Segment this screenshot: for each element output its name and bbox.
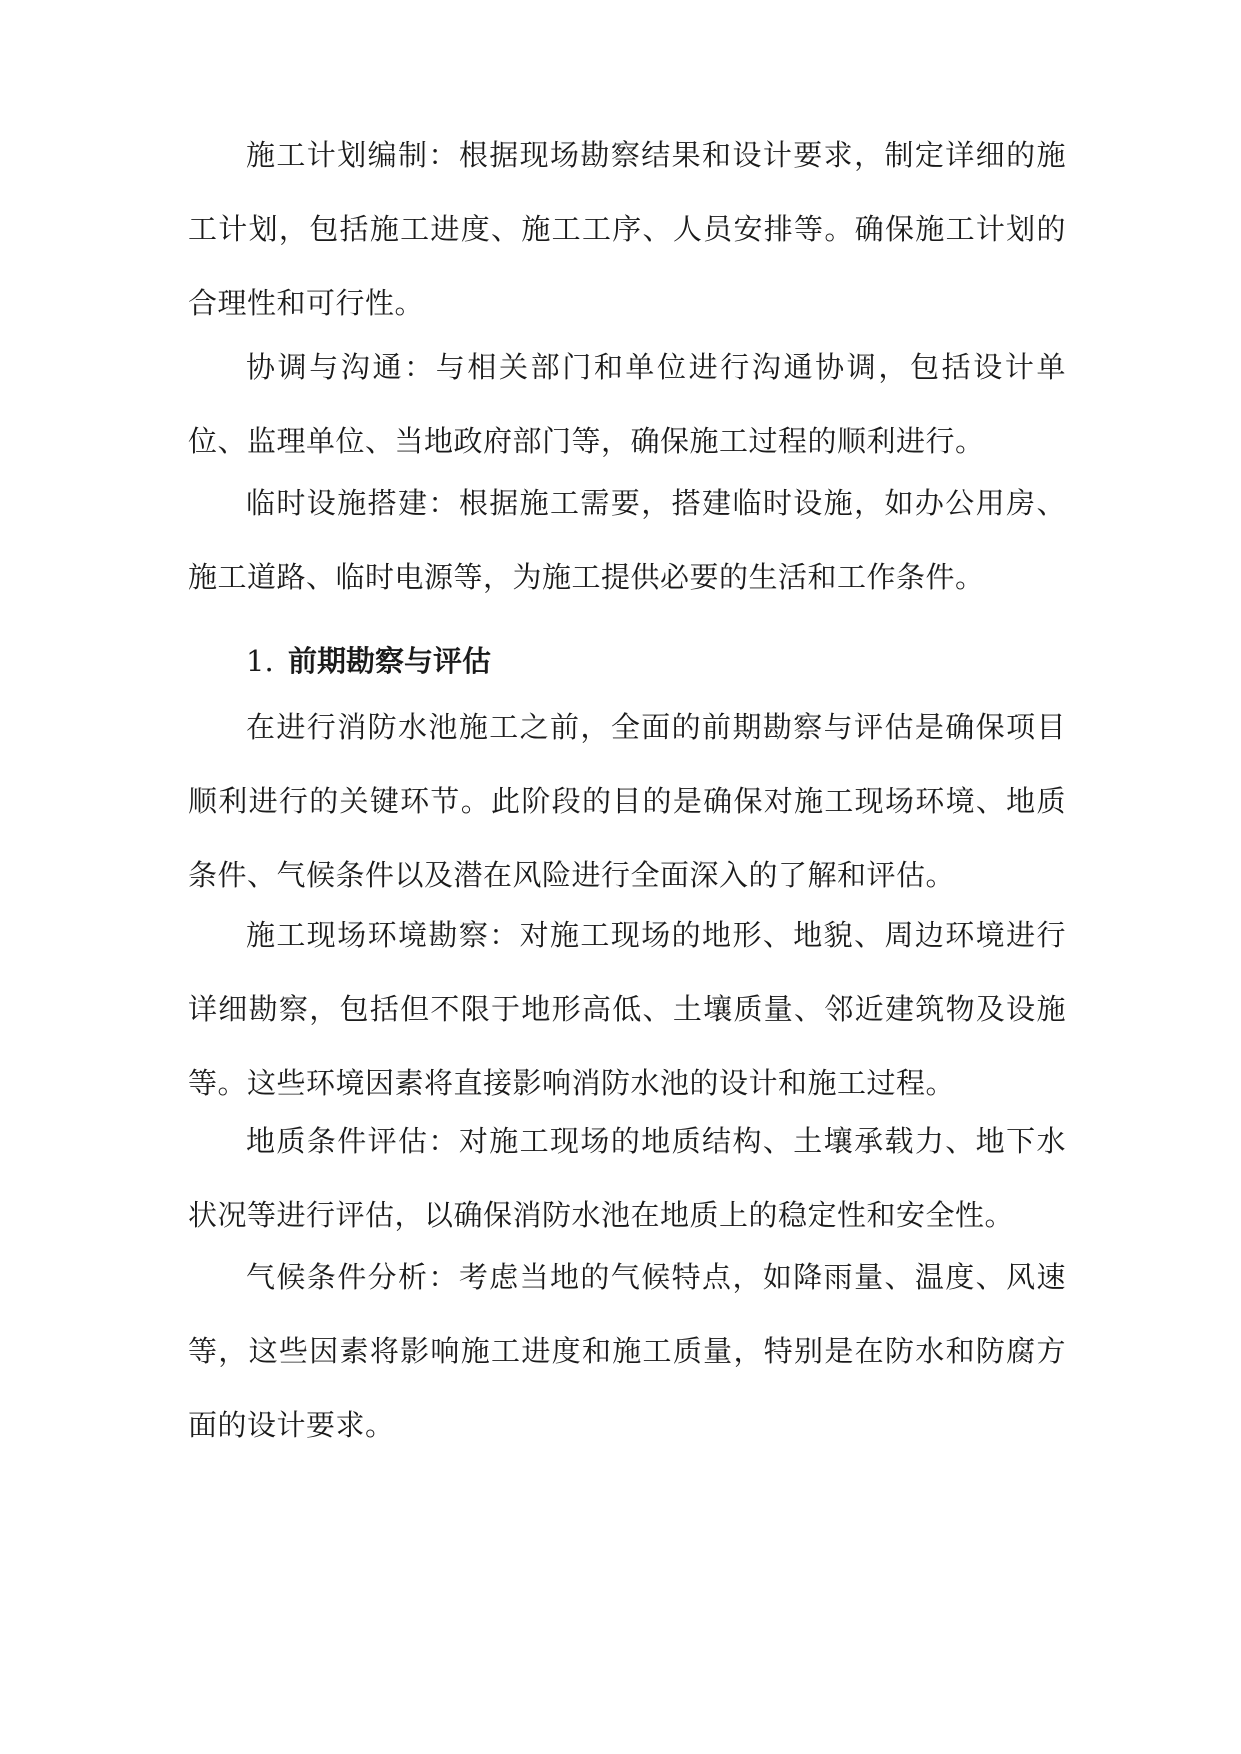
paragraph-intro: 在进行消防水池施工之前，全面的前期勘察与评估是确保项目顺利进行的关键环节。此阶段的目的是确保对施工现场环境、地质条件、气候条件以及潜在风险进行全面深入的了解和评估。 (188, 710, 1066, 892)
paragraph-temporary-facilities: 临时设施搭建：根据施工需要，搭建临时设施，如办公用房、施工道路、临时电源等，为施工提供必要的生活和工作条件。 (188, 486, 1066, 594)
paragraph-geology: 地质条件评估：对施工现场的地质结构、土壤承载力、地下水状况等进行评估，以确保消防水池在地质上的稳定性和安全性。 (188, 1124, 1066, 1232)
paragraph-coordination: 协调与沟通：与相关部门和单位进行沟通协调，包括设计单位、监理单位、当地政府部门等，确保施工过程的顺利进行。 (188, 350, 1066, 458)
section-title: 前期勘察与评估 (288, 644, 492, 678)
paragraph-construction-plan: 施工计划编制：根据现场勘察结果和设计要求，制定详细的施工计划，包括施工进度、施工工序、人员安排等。确保施工计划的合理性和可行性。 (188, 138, 1066, 320)
paragraph-climate: 气候条件分析：考虑当地的气候特点，如降雨量、温度、风速等，这些因素将影响施工进度和施工质量，特别是在防水和防腐方面的设计要求。 (188, 1260, 1066, 1442)
paragraph-site-survey: 施工现场环境勘察：对施工现场的地形、地貌、周边环境进行详细勘察，包括但不限于地形高低、土壤质量、邻近建筑物及设施等。这些环境因素将直接影响消防水池的设计和施工过程。 (188, 918, 1066, 1100)
section-heading (246, 624, 1066, 698)
section-number: 1. (246, 644, 274, 678)
